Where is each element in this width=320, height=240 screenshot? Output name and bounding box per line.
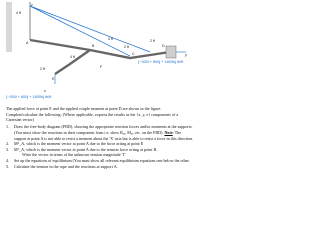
label-f: F [100, 65, 103, 69]
dim-bottom: 4 ft [70, 55, 75, 59]
label-a: A [26, 41, 29, 45]
item-body [14, 164, 194, 170]
item-text: Draw the free-body diagram (FBD), showing the appropriate reaction forces and/or moments at the supports. (You must show the reactions in their component form i.e. show Rₐₓ, Mₐᵧ, etc. on the FBD). [14, 124, 193, 135]
dim-top: 4 ft [16, 11, 21, 15]
rope [30, 6, 150, 52]
dim-mid2: 2 ft [124, 45, 129, 49]
item-number: 5. [6, 163, 10, 169]
z-axis-label: z [31, 3, 33, 7]
note-text: : The support at point A is not able to resist a moment about the 'X' axis but is able to resist a force in this direction. [14, 129, 194, 141]
item-text: Calculate the tension in the rope and the reactions at support A. [14, 163, 118, 169]
pipe-branch [55, 50, 90, 74]
item-body [14, 124, 194, 141]
label-b: B [92, 44, 95, 48]
problem-text [6, 106, 194, 169]
problem-item-3 [6, 147, 194, 158]
dim-mid1: 3 ft [108, 37, 113, 41]
item-text: Mᵀ_A, which is the moment vector at point A due to the tension force acting at point B. [14, 146, 158, 152]
item-number: 4. [6, 157, 10, 163]
y-axis-label: y [185, 53, 187, 57]
item-number: 1. [6, 124, 10, 130]
item-text: Mᴱ_A, which is the moment vector at point A due to the force acting at point E [14, 141, 144, 147]
dim-e: 2 ft [40, 67, 45, 71]
problem-item-1 [6, 124, 194, 141]
item-number: 3. [6, 146, 10, 152]
force-bottom-text: {−300i + 600j + 1800k} lb/ft [6, 95, 52, 99]
label-d: D [162, 44, 165, 48]
note-label: Note [164, 129, 173, 135]
problem-intro: The applied force at point E and the applied couple moment at point D are shown in the figure. Complete/calculate the following: (Where applicable, express the results as the {x, y, z} components of a Cartesian vector) [6, 106, 179, 123]
item-extra: Write the vector in terms of the unknown tension magnitude 'T' [22, 152, 126, 158]
force-right-text: {−300i + 600j + 1800k} lb/ft [138, 60, 184, 64]
item-text: Set up the equations of equilibrium (You must show all relevant equilibrium equations one below the other. [14, 157, 190, 163]
end-plate [166, 46, 176, 58]
wall-support [6, 2, 12, 52]
label-c: C [132, 52, 135, 56]
item-body [14, 147, 194, 158]
structure-diagram [0, 0, 200, 100]
x-axis-label: x [44, 89, 46, 93]
item-number: 2. [6, 141, 10, 147]
problem-figure [0, 0, 200, 100]
pipe-structure [30, 40, 170, 58]
label-e: E [52, 77, 55, 81]
problem-item-5 [6, 164, 194, 170]
dim-right: 2 ft [150, 39, 155, 43]
